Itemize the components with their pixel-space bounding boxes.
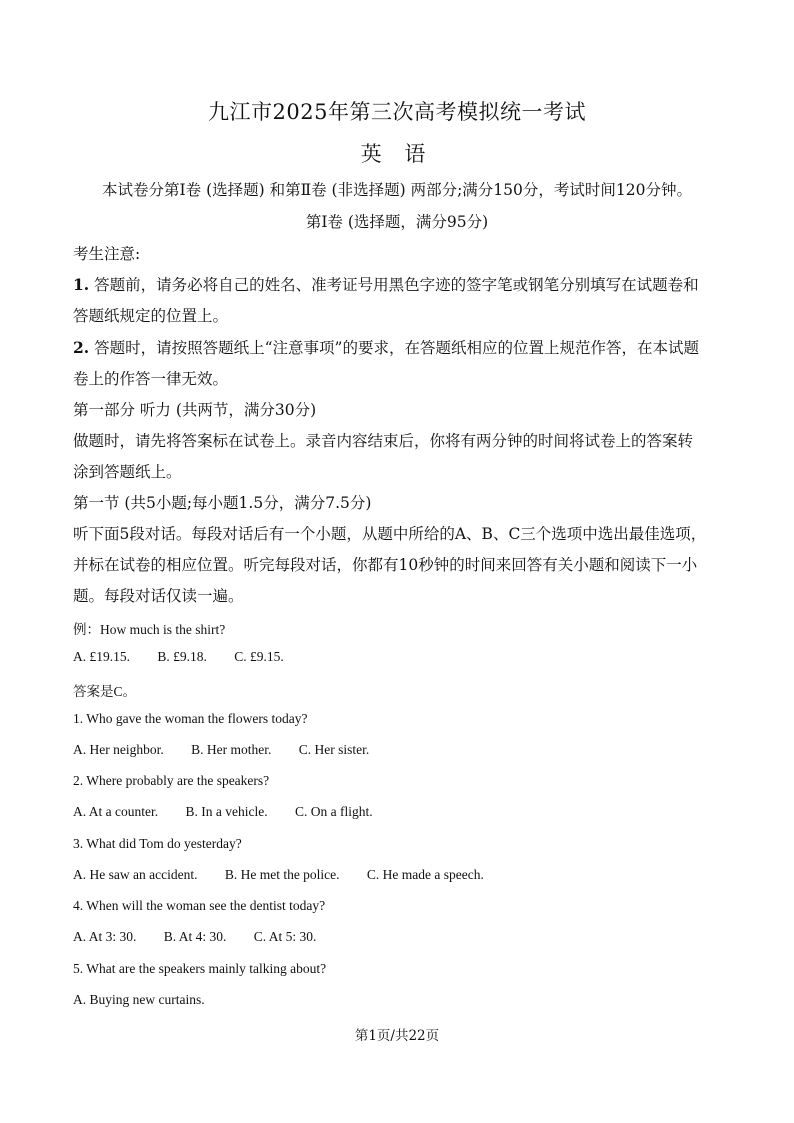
example-option-b: B. £9.18. — [157, 649, 207, 664]
q1-option-b: B. Her mother. — [191, 742, 272, 757]
notice-item-2 — [73, 336, 725, 358]
q1-option-c: C. Her sister. — [298, 742, 370, 757]
part-heading: 第Ⅰ卷 (选择题，满分95分) — [305, 213, 489, 231]
notice-heading: 考生注意: — [73, 245, 141, 263]
subject-title: 英 语 — [360, 142, 434, 166]
notice-item-2-text: 答题时，请按照答题纸上“注意事项”的要求，在答题纸相应的位置上规范作答，在本试题 — [94, 339, 699, 357]
question-3: 3. What did Tom do yesterday? — [73, 836, 242, 851]
q4-option-a: A. At 3: 30. — [73, 929, 137, 944]
notice-item-2-number: 2. — [73, 338, 90, 357]
notice-item-1-cont: 答题纸规定的位置上。 — [73, 307, 229, 325]
exam-title: 九江市2025年第三次高考模拟统一考试 — [208, 100, 586, 124]
q5-option-a: A. Buying new curtains. — [73, 992, 205, 1007]
notice-item-1-number: 1. — [73, 275, 90, 294]
question-1: 1. Who gave the woman the flowers today? — [73, 711, 308, 726]
example-option-c: C. £9.15. — [234, 649, 284, 664]
section1-instr-2: 并标在试卷的相应位置。听完每段对话，你都有10秒钟的时间来回答有关小题和阅读下一小 — [73, 556, 698, 574]
question-3-options — [73, 867, 725, 883]
exam-intro: 本试卷分第Ⅰ卷 (选择题) 和第Ⅱ卷 (非选择题) 两部分;满分150分，考试时间120分钟。 — [102, 181, 692, 199]
listening-instructions-cont: 涂到答题纸上。 — [73, 463, 182, 481]
q4-option-b: B. At 4: 30. — [163, 929, 227, 944]
question-4: 4. When will the woman see the dentist today? — [73, 898, 326, 913]
question-1-options — [73, 742, 725, 758]
notice-item-2-cont: 卷上的作答一律无效。 — [73, 370, 229, 388]
q2-option-b: B. In a vehicle. — [185, 804, 268, 819]
example-question: 例：How much is the shirt? — [73, 622, 226, 637]
section1-instr-3: 题。每段对话仅读一遍。 — [73, 587, 244, 605]
page-footer: 第1页/共22页 — [354, 1028, 440, 1044]
q3-option-c: C. He made a speech. — [366, 867, 484, 882]
q3-option-a: A. He saw an accident. — [73, 867, 198, 882]
example-answer: 答案是C。 — [73, 684, 137, 699]
question-5-options — [73, 992, 725, 1008]
q3-option-b: B. He met the police. — [224, 867, 340, 882]
question-2: 2. Where probably are the speakers? — [73, 773, 270, 788]
example-option-a: A. £19.15. — [73, 649, 130, 664]
listening-heading: 第一部分 听力 (共两节，满分30分) — [73, 401, 317, 419]
q2-option-a: A. At a counter. — [73, 804, 159, 819]
notice-item-1 — [73, 273, 725, 295]
listening-instructions: 做题时，请先将答案标在试卷上。录音内容结束后，你将有两分钟的时间将试卷上的答案转 — [73, 432, 694, 450]
section1-instr-1: 听下面5段对话。每段对话后有一个小题，从题中所给的A、B、C三个选项中选出最佳选项， — [73, 525, 707, 543]
question-4-options — [73, 929, 725, 945]
q1-option-a: A. Her neighbor. — [73, 742, 164, 757]
q2-option-c: C. On a flight. — [294, 804, 373, 819]
section1-heading: 第一节 (共5小题;每小题1.5分，满分7.5分) — [73, 494, 372, 512]
example-options — [73, 649, 725, 665]
question-2-options — [73, 804, 725, 820]
question-5: 5. What are the speakers mainly talking about? — [73, 961, 327, 976]
notice-item-1-text: 答题前，请务必将自己的姓名、准考证号用黑色字迹的签字笔或钢笔分别填写在试题卷和 — [94, 276, 699, 294]
q4-option-c: C. At 5: 30. — [253, 929, 317, 944]
